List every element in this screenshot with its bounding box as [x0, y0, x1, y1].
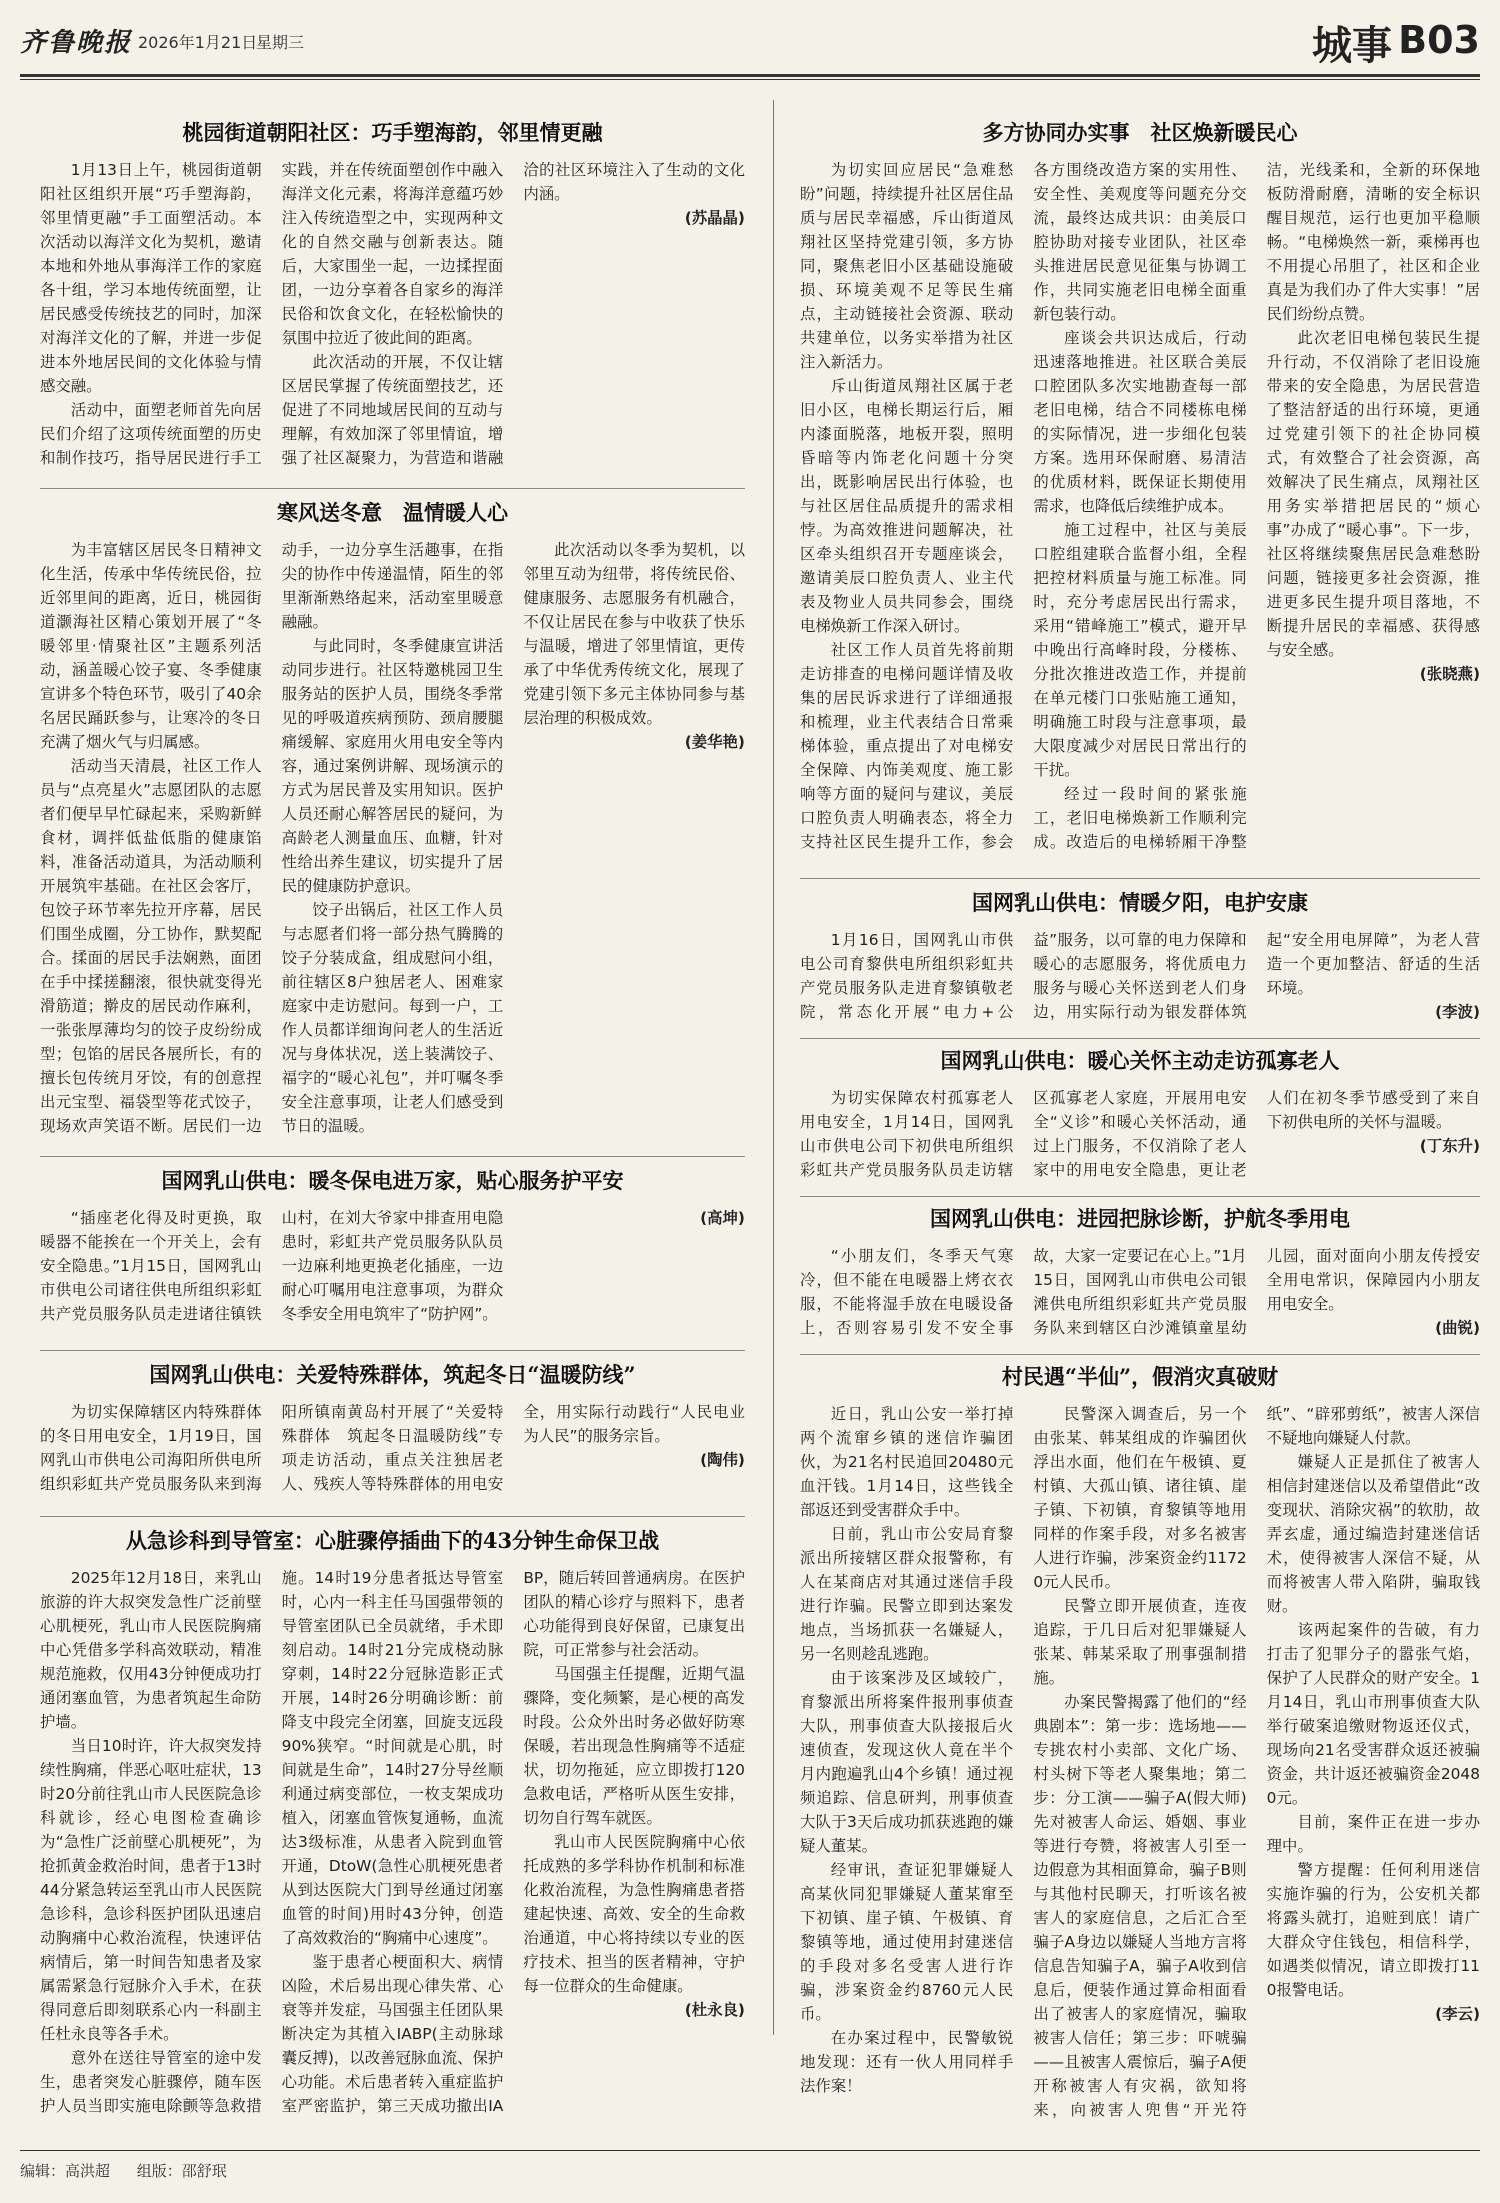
article-banxian [800, 1362, 1480, 2138]
article-paragraph: 嫌疑人正是抓住了被害人相信封建迷信以及希望借此“改变现状、消除灾祸”的软肋，故弄玄虚，通过编造封建迷信话术，使得被害人深信不疑，从而将被害人带入陷阱，骗取钱财。 [1266, 1453, 1480, 1615]
article-body [800, 928, 1480, 1030]
article-paragraph: 活动当天清晨，社区工作人员与“点亮星火”志愿团队的志愿者们便早早忙碌起来，采购新鲜食材，调拌低盐低脂的健康馅料，准备活动道具，为活动顺利开展筑牢基础。在社区会客厅，包饺子环节率先拉开序幕，居民们围坐成圈，分工协作，默契配合。揉面的居民手法娴熟，面团在手中揉搓翻滚，很快就变得光滑筋道；擀皮的居民动作麻利，一张张厚薄均匀的饺子皮纷纷成型；包馅的居民各展所长，有的擅长包传统月牙饺，有的创意捏出元宝型、福袋型等花式饺子，现场欢声笑语不断。居民们一边动手，一边分享生活趣事，在指尖的协作中传递温情，陌生的邻里渐渐熟络起来，活动室里暖意融融。 [40, 541, 504, 1135]
section-name: 城事 [1312, 22, 1392, 69]
article-paragraph: 意外在送往导管室的途中发生，患者突发心脏骤停，随车医护人员当即实施电除颤等急救措施。14时19分患者抵达导管室时，心内一科主任马国强带领的导管室团队已全员就绪，手术即刻启动。14时21分完成桡动脉穿刺，14时22分冠脉造影正式开展，14时26分明确诊断：前降支中段完全闭塞，回旋支远段90%狭窄。“时间就是心肌，时间就是生命”，14时27分导丝顺利通过病变部位，一枚支架成功植入，闭塞血管恢复通畅，血流达3级标准，从患者入院到血管开通，DtoW(急性心肌梗死患者从到达医院大门到导丝通过闭塞血管的时间)用时43分钟，创造了高效救治的“胸痛中心速度”。 [40, 1569, 504, 2115]
article-paragraph: 为切实回应居民“急难愁盼”问题，持续提升社区居住品质与居民幸福感，斥山街道凤翔社区坚持党建引领，多方协同，聚焦老旧小区基础设施破损、环境美观不足等民生痛点，主动链接社会资源、联动共建单位，以务实举措为社区注入新活力。 [800, 161, 1014, 371]
article-paragraph: 经过一段时间的紧张施工，老旧电梯焕新工作顺利完成。改造后的电梯轿厢干净整洁，光线柔和，全新的环保地板防滑耐磨，清晰的安全标识醒目规范，运行也更加平稳顺畅。“电梯焕然一新，乘梯再也不用提心吊胆了，社区和企业真是为我们办了件大实事！”居民们纷纷点赞。 [1033, 161, 1480, 851]
masthead-rule-thin [20, 79, 1480, 80]
article-paragraph: 鉴于患者心梗面积大、病情凶险，术后易出现心律失常、心衰等并发症，马国强主任团队果断决定为其植入IABP(主动脉球囊反搏)，以改善冠脉血流、保护心功能。术后患者转入重症监护室严密监护，第三天成功撤出IABP，随后转回普通病房。在医护团队的精心诊疗与照料下，患者心功能得到良好保留，已康复出院，可正常参与社会活动。 [281, 1569, 745, 2115]
footer-rule [20, 2150, 1480, 2151]
article-author: (丁东升) [1419, 1137, 1480, 1155]
article-paragraph: 1月13日上午，桃园街道朝阳社区组织开展“巧手塑海韵，邻里情更融”手工面塑活动。本次活动以海洋文化为契机，邀请本地和外地从事海洋工作的家庭各十组，学习本地传统面塑，让居民感受传统技艺的同时，加深对海洋文化的了解，并进一步促进本外地居民间的文化体验与情感交融。 [40, 161, 262, 395]
article-paragraph: 警方提醒：任何利用迷信实施诈骗的行为，公安机关都将露头就打，追赃到底！请广大群众守住钱包，相信科学，如遇类似情况，请立即拨打110报警电话。 [1266, 1861, 1480, 1999]
article-paragraph: 与此同时，冬季健康宣讲活动同步进行。社区特邀桃园卫生服务站的医护人员，围绕冬季常见的呼吸道疾病预防、颈肩腰腿痛缓解、家庭用火用电安全等内容，通过案例讲解、现场演示的方式为居民普及实用知识。医护人员还耐心解答居民的疑问，为高龄老人测量血压、血糖，针对性给出养生建议，切实提升了居民的健康防护意识。 [281, 637, 504, 895]
article-paragraph: 由于该案涉及区域较广，育黎派出所将案件报刑事侦查大队，刑事侦查大队接报后火速侦查，发现这伙人竟在半个月内跑遍乳山4个乡镇！通过视频追踪、信息研判，刑事侦查大队于3天后成功抓获逃跑的嫌疑人董某。 [800, 1669, 1014, 1855]
article-separator [800, 1196, 1480, 1197]
article-paragraph: 为丰富辖区居民冬日精神文化生活，传承中华传统民俗，拉近邻里间的距离，近日，桃园街道灏海社区精心策划开展了“冬暖邻里·情聚社区”主题系列活动，涵盖暖心饺子宴、冬季健康宣讲多个特色环节，吸引了40余名居民踊跃参与，让寒冷的冬日充满了烟火气与归属感。 [40, 541, 262, 751]
article-paragraph: 马国强主任提醒，近期气温骤降，变化频繁，是心梗的高发时段。公众外出时务必做好防寒保暖，若出现急性胸痛等不适症状，切勿拖延，应立即拨打120急救电话，严格听从医生安排，切勿自行驾车就医。 [523, 1665, 745, 1827]
article-bamai [800, 1204, 1480, 1346]
article-paragraph: 民警深入调查后，另一个由张某、韩某组成的诈骗团伙浮出水面，他们在午极镇、夏村镇、大孤山镇、诸往镇、崖子镇、下初镇，育黎镇等地用同样的作案手段，对多名被害人进行诈骗，涉案资金约11720元人民币。 [1033, 1405, 1247, 1591]
article-paragraph: 乳山市人民医院胸痛中心依托成熟的多学科协作机制和标准化救治流程，为急性胸痛患者搭建起快速、高效、安全的生命救治通道，中心将持续以专业的医疗技术、担当的医者精神，守护每一位群众的生命健康。 [523, 1833, 745, 1995]
article-separator [40, 1156, 745, 1157]
masthead-rule [20, 74, 1480, 77]
article-separator [800, 1354, 1480, 1355]
article-author: (曲锐) [1435, 1319, 1480, 1337]
article-nuandong [40, 1166, 745, 1342]
article-paragraph: 此次活动的开展，不仅让辖区居民掌握了传统面塑技艺，还促进了不同地域居民间的互动与理解，有效加深了邻里情谊，增强了社区凝聚力，为营造和谐融洽的社区环境注入了生动的文化内涵。 [281, 161, 745, 467]
article-headline: 国网乳山供电：情暖夕阳，电护安康 [972, 890, 1308, 915]
article-paragraph: 1月16日，国网乳山市供电公司育黎供电所组织彩虹共产党员服务队走进育黎镇敬老院，常态化开展“电力+公益”服务，以可靠的电力保障和暖心的志愿服务，将优质电力服务与暖心关怀送到老人们身边，用实际行动为银发群体筑起“安全用电屏障”，为老人营造一个更加整洁、舒适的生活环境。 [800, 931, 1480, 1021]
issue-date: 2026年1月21日 [138, 33, 258, 52]
article-headline: 国网乳山供电：暖心关怀主动走访孤寡老人 [940, 1048, 1340, 1073]
article-paragraph: 座谈会共识达成后，行动迅速落地推进。社区联合美辰口腔团队多次实地勘查每一部老旧电梯，结合不同楼栋电梯的实际情况，进一步细化包装方案。选用环保耐磨、易清洁的优质材料，既保证长期使用需求，也降低后续维护成本。 [1033, 329, 1247, 515]
article-teshu [40, 1360, 745, 1508]
article-body [40, 1400, 745, 1508]
newspaper-logo: 齐鲁晚报 [20, 28, 133, 58]
article-paragraph: 此次老旧电梯包装民生提升行动，不仅消除了老旧设施带来的安全隐患，为居民营造了整洁舒适的出行环境，更通过党建引领下的社企协同模式，有效整合了社会资源，高效解决了民生痛点，凤翔社区用务实举措把居民的“烦心事”办成了“暖心事”。下一步，社区将继续聚焦居民急难愁盼问题，链接更多社会资源，推进更多民生提升项目落地，不断提升居民的幸福感、获得感与安全感。 [1266, 329, 1480, 659]
article-separator [800, 1038, 1480, 1039]
article-headline: 国网乳山供电：进园把脉诊断，护航冬季用电 [930, 1206, 1350, 1231]
article-paragraph: 该两起案件的告破，有力打击了犯罪分子的嚣张气焰，保护了人民群众的财产安全。1月14日，乳山市刑事侦查大队举行破案追缴财物返还仪式，现场向21名受害群众返还被骗资金，共计返还被骗资金20480元。 [1266, 1621, 1480, 1807]
article-paragraph: 社区工作人员首先将前期走访排查的电梯问题详情及收集的居民诉求进行了详细通报和梳理，业主代表结合日常乘梯体验，重点提出了对电梯安全保障、内饰美观度、施工影响等方面的疑问与建议，美辰口腔负责人明确表态，将全力支持社区民生提升工作，参会各方围绕改造方案的实用性、安全性、美观度等问题充分交流，最终达成共识：由美辰口腔协助对接专业团队，社区牵头推进居民意见征集与协调工作，共同实施老旧电梯全面重新包装行动。 [800, 161, 1247, 851]
article-author: (高坤) [700, 1209, 745, 1227]
article-paragraph: 办案民警揭露了他们的“经典剧本”：第一步：选场地——专挑农村小卖部、文化广场、村头树下等老人聚集地；第二步：分工演——骗子A(假大师)先对被害人命运、婚姻、事业等进行夸赞，将被害人引至一边假意为其相面算命，骗子B则与其他村民聊天，打听该名被害人的家庭信息，之后汇合至骗子A身边以嫌疑人当地方言将信息告知骗子A，骗子A收到信息后，便装作通过算命相面看出了被害人的家庭情况，骗取被害人信任；第三步：吓唬骗——且被害人震惊后，骗子A便开称被害人有灾祸，欲知将来，向被害人兜售“开光符纸”、“辟邪剪纸”，被害人深信不疑地向嫌疑人付款。 [1033, 1405, 1480, 2119]
article-headline: 村民遇“半仙”，假消灾真破财 [1001, 1364, 1279, 1389]
article-paragraph: “插座老化得及时更换，取暖器不能挨在一个开关上，会有安全隐患。”1月15日，国网乳山市供电公司诸往供电所组织彩虹共产党员服务队员走进诸往镇铁山村，在刘大爷家中排查用电隐患时，彩虹共产党员服务队队员一边麻利地更换老化插座，一边耐心叮嘱用电注意事项，为群众冬季安全用电筑牢了“防护网”。 [40, 1209, 504, 1323]
article-paragraph: 此次活动以冬季为契机，以邻里互动为纽带，将传统民俗、健康服务、志愿服务有机融合，不仅让居民在参与中收获了快乐与温暖，增进了邻里情谊，更传承了中华优秀传统文化，展现了党建引领下多元主体协同参与基层治理的积极成效。 [523, 541, 745, 727]
article-taoyuan [40, 118, 745, 480]
article-paragraph: “小朋友们，冬季天气寒冷，但不能在电暖器上烤衣衣服，不能将湿手放在电暖设备上，否则容易引发不安全事故，大家一定要记在心上。”1月15日，国网乳山市供电公司银滩供电所组织彩虹共产党员服务队来到辖区白沙滩镇童星幼儿园，面对面向小朋友传授安全用电常识，保障园内小朋友用电安全。 [800, 1247, 1480, 1337]
article-hanfeng [40, 498, 745, 1148]
article-author: (张晓燕) [1419, 665, 1480, 683]
article-author: (苏晶晶) [684, 209, 745, 227]
article-paragraph: 施工过程中，社区与美辰口腔组建联合监督小组，全程把控材料质量与施工标准。同时，充分考虑居民出行需求，采用“错峰施工”模式，避开早中晚出行高峰时段，分楼栋、分批次推进改造工作，并提前在单元楼门口张贴施工通知，明确施工时段与注意事项，最大限度减少对居民日常出行的干扰。 [1033, 521, 1247, 779]
article-headline: 国网乳山供电：暖冬保电进万家，贴心服务护平安 [161, 1168, 624, 1193]
article-headline: 多方协同办实事 社区焕新暖民心 [982, 120, 1298, 145]
article-body [800, 158, 1480, 870]
column-divider [773, 100, 774, 2035]
article-headline: 从急诊科到导管室：心脏骤停插曲下的43分钟生命保卫战 [125, 1528, 660, 1553]
article-paragraph: 斥山街道凤翔社区属于老旧小区，电梯长期运行后，厢内漆面脱落，地板开裂，照明昏暗等内饰老化问题十分突出，既影响居民出行体验，也与社区居住品质提升的需求相悖。为高效推进问题解决，社区牵头组织召开专题座谈会，邀请美辰口腔负责人、业主代表及物业人员共同参会，围绕电梯焕新工作深入研讨。 [800, 377, 1014, 635]
article-author: (杜永良) [684, 2001, 745, 2019]
article-guhua [800, 1046, 1480, 1188]
article-paragraph: 为切实保障农村孤寡老人用电安全，1月14日，国网乳山市供电公司下初供电所组织彩虹共产党员服务队员走访辖区孤寡老人家庭，开展用电安全“义诊”和暖心关怀活动，通过上门服务，不仅消除了老人家中的用电安全隐患，更让老人们在初冬季节感受到了来自下初供电所的关怀与温暖。 [800, 1089, 1480, 1179]
article-paragraph: 目前，案件正在进一步办理中。 [1266, 1813, 1480, 1855]
article-paragraph: 经审讯，查证犯罪嫌疑人高某伙同犯罪嫌疑人董某窜至下初镇、崖子镇、午极镇、育黎镇等地，通过使用封建迷信的手段对多名受害人进行诈骗，涉案资金约8760元人民币。 [800, 1861, 1014, 2023]
issue-weekday: 星期三 [256, 33, 305, 52]
article-separator [40, 1350, 745, 1351]
article-author: (姜华艳) [684, 733, 745, 751]
article-body [40, 538, 745, 1148]
page-footer [20, 2160, 249, 2181]
article-paragraph: 活动中，面塑老师首先向居民们介绍了这项传统面塑的历史和制作技巧，指导居民进行手工实践，并在传统面塑创作中融入海洋文化元素，将海洋意蕴巧妙注入传统造型之中，实现两种文化的自然交融与创新表达。随后，大家围坐一起，一边揉捏面团，一边分享着各自家乡的海洋民俗和饮食文化，在轻松愉快的氛围中拉近了彼此间的距离。 [40, 161, 504, 467]
article-body [800, 1086, 1480, 1188]
article-headline: 寒风送冬意 温情暖人心 [277, 500, 508, 525]
article-paragraph: 为切实保障辖区内特殊群体的冬日用电安全，1月19日，国网乳山市供电公司海阳所供电所组织彩虹共产党员服务队来到海阳所镇南黄岛村开展了“关爱特殊群体 筑起冬日温暖防线”专项走访活动，重点关注独居老人、残疾人等特殊群体的用电安全，用实际行动践行“人民电业为人民”的服务宗旨。 [40, 1403, 745, 1493]
article-paragraph: 近日，乳山公安一举打掉两个流窜乡镇的迷信诈骗团伙，为21名村民追回20480元血汗钱。1月14日，这些钱全部返还到受害群众手中。 [800, 1405, 1014, 1519]
article-author: (陶伟) [700, 1451, 745, 1469]
article-author: (李云) [1435, 2005, 1480, 2023]
article-separator [40, 1516, 745, 1517]
page-number: B03 [1398, 18, 1480, 62]
article-duofang [800, 118, 1480, 870]
masthead [20, 14, 1480, 70]
article-body [40, 1206, 745, 1342]
article-paragraph: 饺子出锅后，社区工作人员与志愿者们将一部分热气腾腾的饺子分装成盒，组成慰问小组，前往辖区8户独居老人、困难家庭家中走访慰问。每到一户，工作人员都详细询问老人的生活近况与身体状况，送上装满饺子、福字的“暖心礼包”，并叮嘱冬季安全注意事项，让老人们感受到节日的温暖。 [281, 901, 504, 1135]
article-xinzang [40, 1526, 745, 2138]
article-separator [40, 488, 745, 489]
layout-credit: 组版：邵舒珉 [136, 2162, 227, 2180]
editor-credit: 编辑：高洪超 [20, 2162, 111, 2180]
article-headline: 国网乳山供电：关爱特殊群体，筑起冬日“温暖防线” [149, 1362, 636, 1387]
article-author: (李波) [1435, 1003, 1480, 1021]
article-separator [800, 878, 1480, 879]
article-body [40, 1566, 745, 2138]
article-paragraph: 2025年12月18日，来乳山旅游的许大叔突发急性广泛前壁心肌梗死，乳山市人民医院胸痛中心凭借多学科高效联动，精准规范施救，仅用43分钟便成功打通闭塞血管，为患者筑起生命防护墙。 [40, 1569, 262, 1731]
article-paragraph: 日前，乳山市公安局育黎派出所接辖区群众报警称，有人在某商店对其通过迷信手段进行诈骗。民警立即到达案发地点，当场抓获一名嫌疑人，另一名则趁乱逃跑。 [800, 1525, 1014, 1663]
article-body [40, 158, 745, 480]
article-body [800, 1244, 1480, 1346]
article-paragraph: 在办案过程中，民警敏锐地发现：还有一伙人用同样手法作案！ [800, 2029, 1014, 2095]
article-paragraph: 当日10时许，许大叔突发持续性胸痛，伴恶心呕吐症状，13时20分前往乳山市人民医院急诊科就诊，经心电图检查确诊为“急性广泛前壁心肌梗死”，为抢抓黄金救治时间，患者于13时44分紧急转运至乳山市人民医院急诊科，急诊科医护团队迅速启动胸痛中心救治流程，快速评估病情后，第一时间告知患者及家属需紧急行冠脉介入手术，在获得同意后即刻联系心内一科副主任杜永良等各手术。 [40, 1737, 262, 2043]
article-qingnuan [800, 888, 1480, 1030]
article-headline: 桃园街道朝阳社区：巧手塑海韵，邻里情更融 [182, 120, 603, 145]
article-body [800, 1402, 1480, 2138]
article-paragraph: 民警立即开展侦查，连夜追踪，于几日后对犯罪嫌疑人张某、韩某采取了刑事强制措施。 [1033, 1597, 1247, 1687]
